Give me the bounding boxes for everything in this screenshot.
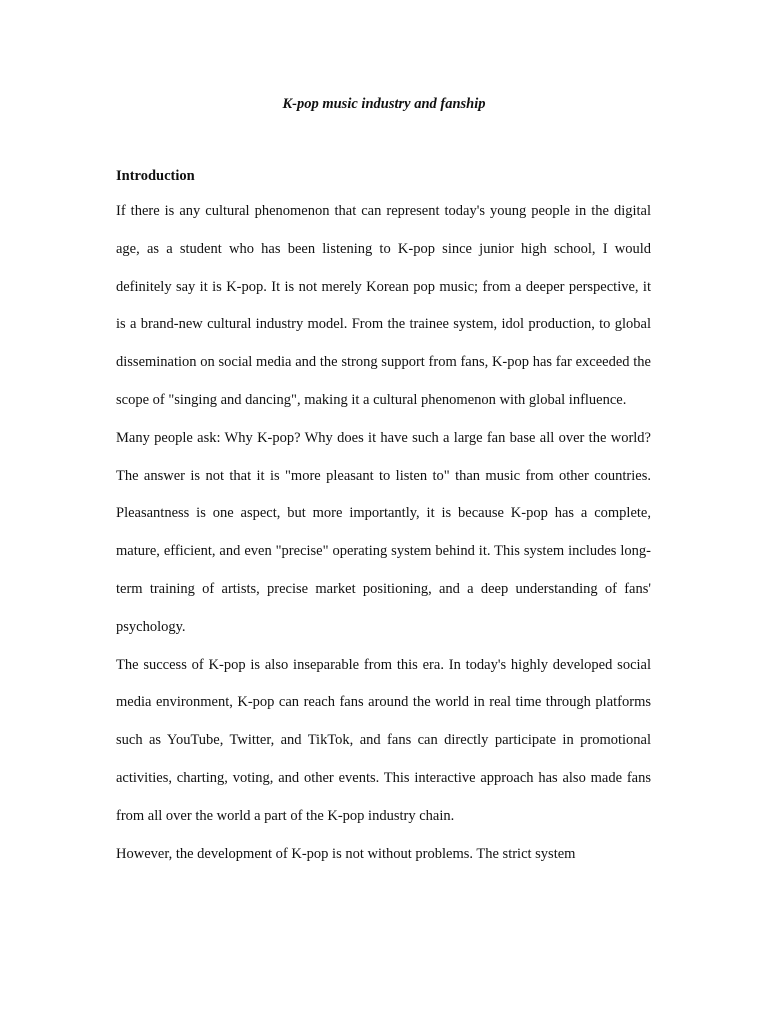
paragraph-2: Many people ask: Why K-pop? Why does it have such a large fan base all over the world? The answer is not that it is "more pleasant to listen to" than music from other countries. Pleasantness is one aspect, but more importantly, it is because K-pop has a complete, mature, efficient, and even "precise" operating system behind it. This system includes long-term training of artists, precise market positioning, and a deep understanding of fans' psychology.	[116, 429, 651, 635]
document-title: K-pop music industry and fanship	[282, 96, 486, 112]
paragraph-4: However, the development of K-pop is not without problems. The strict system	[116, 845, 576, 862]
body-text	[116, 193, 651, 874]
paragraph-1: If there is any cultural phenomenon that can represent today's young people in the digital age, as a student who has been listening to K-pop since junior high school, I would definitely say it is K-pop. It is not merely Korean pop music; from a deeper perspective, it is a brand-new cultural industry model. From the trainee system, idol production, to global dissemination on social media and the strong support from fans, K-pop has far exceeded the scope of "singing and dancing", making it a cultural phenomenon with global influence.	[116, 203, 651, 408]
section-heading-introduction: Introduction	[116, 168, 195, 184]
paragraph-3: The success of K-pop is also inseparable from this era. In today's highly developed social media environment, K-pop can reach fans around the world in real time through platforms such as YouTube, Twitter, and TikTok, and fans can directly participate in promotional activities, charting, voting, and other events. This interactive approach has also made fans from all over the world a part of the K-pop industry chain.	[116, 656, 651, 824]
